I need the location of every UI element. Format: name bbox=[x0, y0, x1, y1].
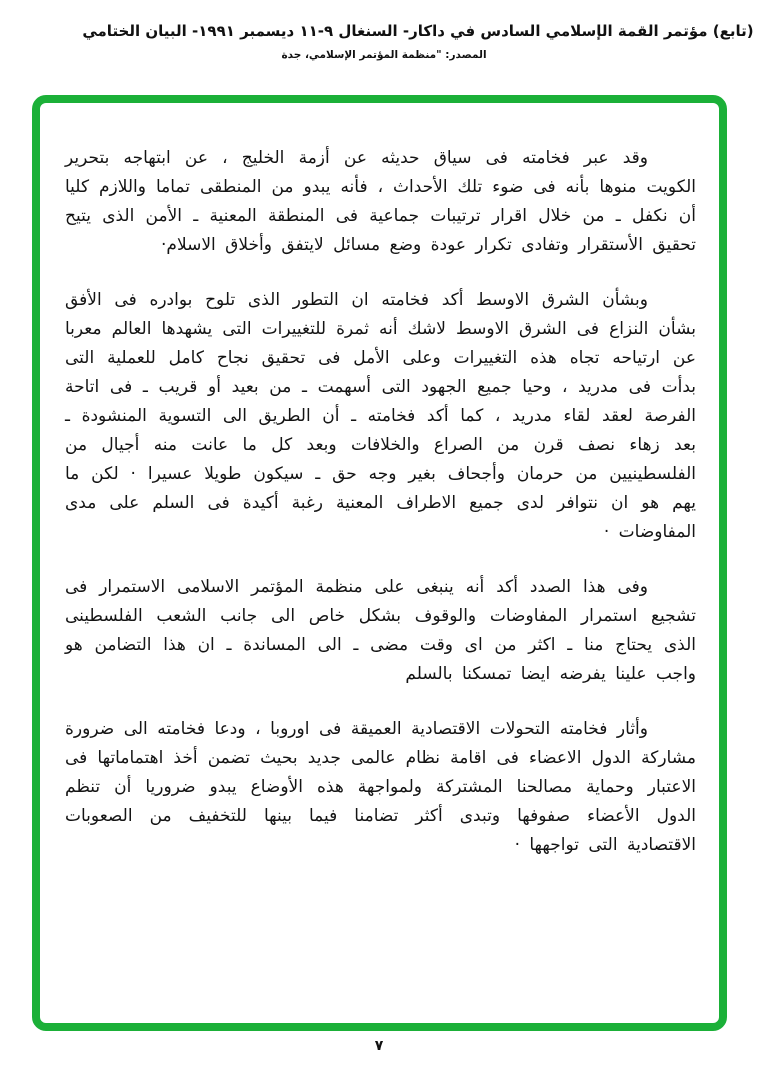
page-footer bbox=[0, 1038, 758, 1054]
paragraph-oic-solidarity: وفى هذا الصدد أكد أنه ينبغى على منظمة المؤتمر الاسلامى الاستمرار فى تشجيع استمرار المفاوضات والوقوف بشكل خاص الى جانب الشعب الفلسطينى الذى يحتاج منا ـ اكثر من اى وقت مضى ـ الى المساندة ـ ان هذا التضامن هو واجب علينا يفرضه ايضا تمسكنا بالسلم bbox=[65, 577, 696, 684]
page-header bbox=[0, 22, 758, 61]
paragraph-gulf-crisis: وقد عبر فخامته فى سياق حديثه عن أزمة الخليج ، عن ابتهاجه بتحرير الكويت منوها بأنه فى ضوء تلك الأحداث ، فأنه يبدو من المنطقى تماما واللازم كليا أن نكفل ـ من خلال اقرار ترتيبات جماعية فى المنطقة المعنية ـ الأمن الذى يتيح تحقيق الأستقرار وتفادى تكرار عودة وضع مسائل لايتفق وأخلاق الاسلام· bbox=[65, 148, 696, 255]
document-source-line: المصدر: "منظمة المؤتمر الإسلامي، جدة bbox=[281, 49, 487, 61]
document-body bbox=[40, 103, 719, 860]
paragraph-economic-transformations: وأثار فخامته التحولات الاقتصادية العميقة فى اوروبا ، ودعا فخامته الى ضرورة مشاركة الدول الاعضاء فى اقامة نظام عالمى جديد بحيث تضمن أخذ اهتماماتها فى الاعتبار وحماية مصالحنا المشتركة ولمواجهة هذه الأوضاع يبدو ضروريا أن تنظم الدول الأعضاء صفوفها وتبدى أكثر تضامنا فيما بينها للتخفيف من الصعوبات الاقتصادية التى تواجهها · bbox=[65, 719, 696, 855]
page-number: ٧ bbox=[374, 1038, 384, 1054]
paragraph-middle-east-peace: وبشأن الشرق الاوسط أكد فخامته ان التطور الذى تلوح بوادره فى الأفق بشأن النزاع فى الشرق الاوسط لاشك أنه ثمرة للتغييرات التى يشهدها العالم معربا عن ارتياحه تجاه هذه التغييرات وعلى الأمل فى تحقيق نجاح كامل للعملية التى بدأت فى مدريد ، وحيا جميع الجهود التى أسهمت ـ من بعيد أو قريب ـ فى اتاحة الفرصة لعقد لقاء مدريد ، كما أكد فخامته ـ أن الطريق الى التسوية المنشودة ـ بعد زهاء نصف قرن من الصراع والخلافات وبعد كل ما عانت منه أجيال من الفلسطينيين من حرمان وأجحاف بغير وجه حق ـ سيكون طويلا عسيرا · لكن ما يهم هو ان نتوافر لدى جميع الاطراف المعنية رغبة أكيدة فى السلم على مدى المفاوضات · bbox=[65, 290, 696, 542]
document-title: (تابع) مؤتمر القمة الإسلامي السادس في داكار- السنغال ٩-١١ ديسمبر ١٩٩١- البيان الختامي bbox=[82, 22, 754, 40]
green-border-frame bbox=[32, 95, 727, 1031]
